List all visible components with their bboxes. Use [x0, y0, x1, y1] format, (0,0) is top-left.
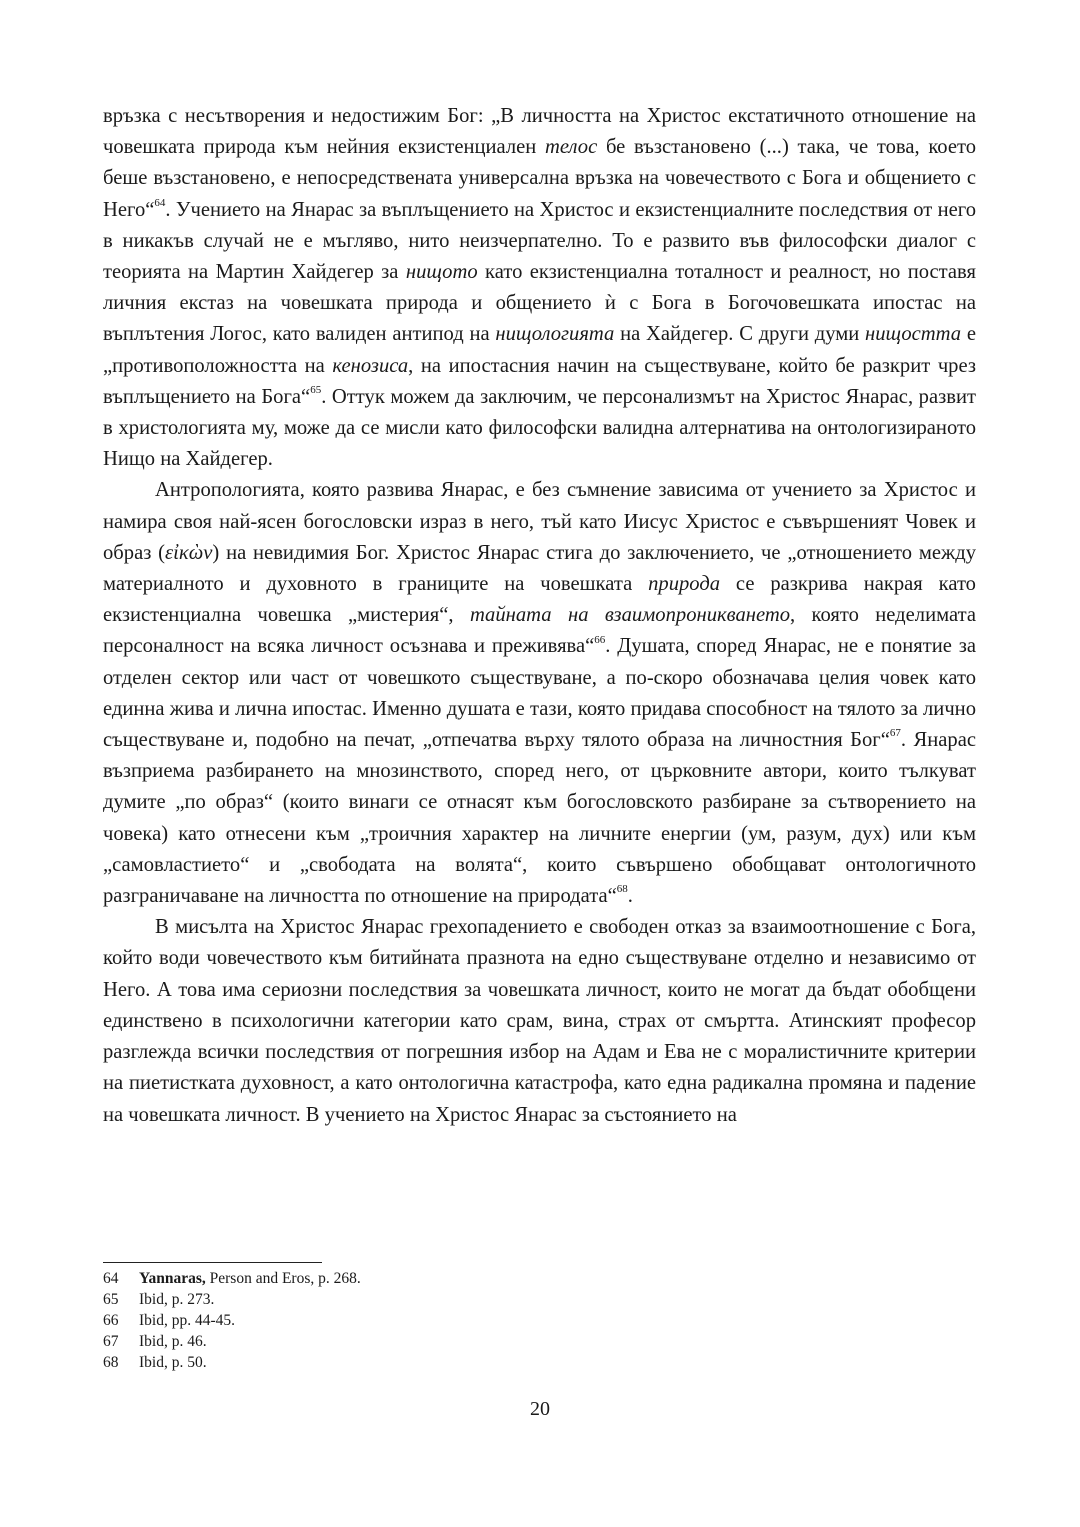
footnote-author: Yannaras, — [139, 1270, 206, 1287]
footnote-number: 64 — [103, 1270, 119, 1287]
text-run: . Душата, според Янарас, не е понятие за отделен сектор или част от човешкото съществуване, а по-скоро обозначава целия човек като единна жива и лична ипостас. Именно душата е тази, която придава способност на тялото за лично съществуване и, подобно на печат, „отпечатва върху тялото образа на личностния Бог“ — [103, 635, 977, 752]
footnote-number: 67 — [103, 1333, 119, 1350]
italic-term: εἰκὼν — [165, 541, 213, 564]
footnote-text — [139, 1289, 214, 1310]
footnote-reference: 65 — [310, 383, 322, 396]
text-run: . Янарас възприема разбирането на мнозинството, според него, от църковните автори, които тълкуват думите „по образ“ (които винаги се отнасят към богословското разбиране за сътворението на човека) като отнесени към „троичния характер на личните енергии (ум, разум, дух) или към „самовластието“ и „свободата на волята“, които съвършено обобщават онтологичното разграничаване на личността по отношение на природата“ — [103, 729, 977, 908]
footnote-text — [139, 1310, 235, 1331]
footnote-separator — [103, 1262, 322, 1263]
footnote-text — [139, 1352, 207, 1373]
text-run: . Оттук можем да заключим, че персонализмът на Христос Янарас, развит в христологията му, може да се мисли като философски валидна алтернатива на онтологизираното Нищо на Хайдегер. — [103, 385, 976, 471]
italic-term: нищостта — [865, 323, 962, 346]
text-run: , която неделимата персоналност на всяка личност осъзнава и преживява“ — [103, 604, 976, 658]
footnote-item — [103, 1310, 976, 1331]
paragraph — [103, 475, 976, 912]
footnote-citation: Ibid, p. 273. — [139, 1291, 215, 1308]
footnote-item — [103, 1331, 976, 1352]
italic-term: природа — [648, 573, 721, 596]
text-run: връзка с несътворения и недостижим Бог: „В личността на Христос екстатичното отношение на човешката природа към нейния екзистенциален — [103, 105, 976, 159]
footnote-item — [103, 1289, 976, 1310]
text-run: на Хайдегер. С други думи — [614, 323, 866, 346]
text-run: се разкрива накрая като екзистенциална човешка „мистерия“, — [103, 573, 976, 627]
footnote-reference: 67 — [889, 727, 901, 740]
paragraph — [103, 912, 976, 1130]
footnote-item — [103, 1352, 976, 1373]
footnote-citation: Person and Eros, p. 268. — [205, 1270, 361, 1287]
footnote-reference: 66 — [594, 633, 606, 646]
text-run: е „противоположността на — [103, 323, 976, 377]
italic-term: нищологията — [495, 323, 615, 346]
italic-term: кенозиса — [332, 354, 409, 377]
text-run: В мисълта на Христос Янарас грехопадението е свободен отказ за взаимоотношение с Бога, който води човечеството към битийната празнота на едно съществуване отделно и независимо от Него. А това има сериозни последствия за човешката личност, които не могат да бъдат обобщени единствено в психологични категории като срам, вина, страх от смъртта. Атинският професор разглежда всички последствия от погрешния избор на Адам и Ева не с моралистичните критерии на пиетистката духовност, а като онтологична катастрофа, като една радикална промяна и падение на човешката личност. В учението на Христос Янарас за състоянието на — [103, 916, 976, 1126]
text-run: Антропологията, която развива Янарас, е без съмнение зависима от учението за Христос и намира своя най-ясен богословски израз в него, тъй като Иисус Христос е съвършеният Човек и образ ( — [103, 479, 976, 564]
footnote-reference: 64 — [154, 196, 166, 209]
footnote-citation: Ibid, pp. 44-45. — [139, 1312, 236, 1329]
footnote-number: 65 — [103, 1291, 119, 1308]
footnotes — [103, 1268, 976, 1373]
page-body — [103, 101, 976, 1131]
text-run: ) на невидимия Бог. Христос Янарас стига до заключението, че „отношението между материалното и духовното в границите на човешката — [103, 541, 976, 596]
text-run: . — [627, 885, 633, 908]
paragraph — [103, 101, 976, 475]
page-number: 20 — [530, 1398, 550, 1420]
italic-term: нищото — [405, 261, 478, 284]
footnote-citation: Ibid, p. 50. — [139, 1354, 207, 1371]
italic-term: тайната на взаимопроникването — [469, 604, 790, 627]
footnote-reference: 68 — [616, 883, 628, 896]
footnote-number: 66 — [103, 1312, 119, 1329]
text-run: като екзистенциална тоталност и реалност, но поставя личния екстаз на човешката природа и общението ѝ с Бога в Богочовешката ипостас на въплътения Логос, като валиден антипод на — [103, 261, 976, 346]
footnote-item — [103, 1268, 976, 1289]
text-run: , на ипостасния начин на съществуване, който бе разкрит чрез въплъщението на Бога“ — [103, 354, 976, 408]
italic-term: телос — [545, 136, 598, 159]
footnote-text — [139, 1268, 361, 1289]
footnote-citation: Ibid, p. 46. — [139, 1333, 207, 1350]
main-text — [103, 101, 976, 1131]
text-run: бе възстановено (...) така, че това, което беше възстановено, е непосредствената универсална връзка на човечеството с Бога и общението с Него“ — [103, 136, 977, 221]
footnote-text — [139, 1331, 207, 1352]
text-run: . Учението на Янарас за въплъщението на Христос и екзистенциалните последствия от него в никакъв случай не е мъгляво, нито неизчерпателно. То е развито във философски диалог с теорията на Мартин Хайдегер за — [103, 198, 976, 284]
footnote-number: 68 — [103, 1354, 119, 1371]
